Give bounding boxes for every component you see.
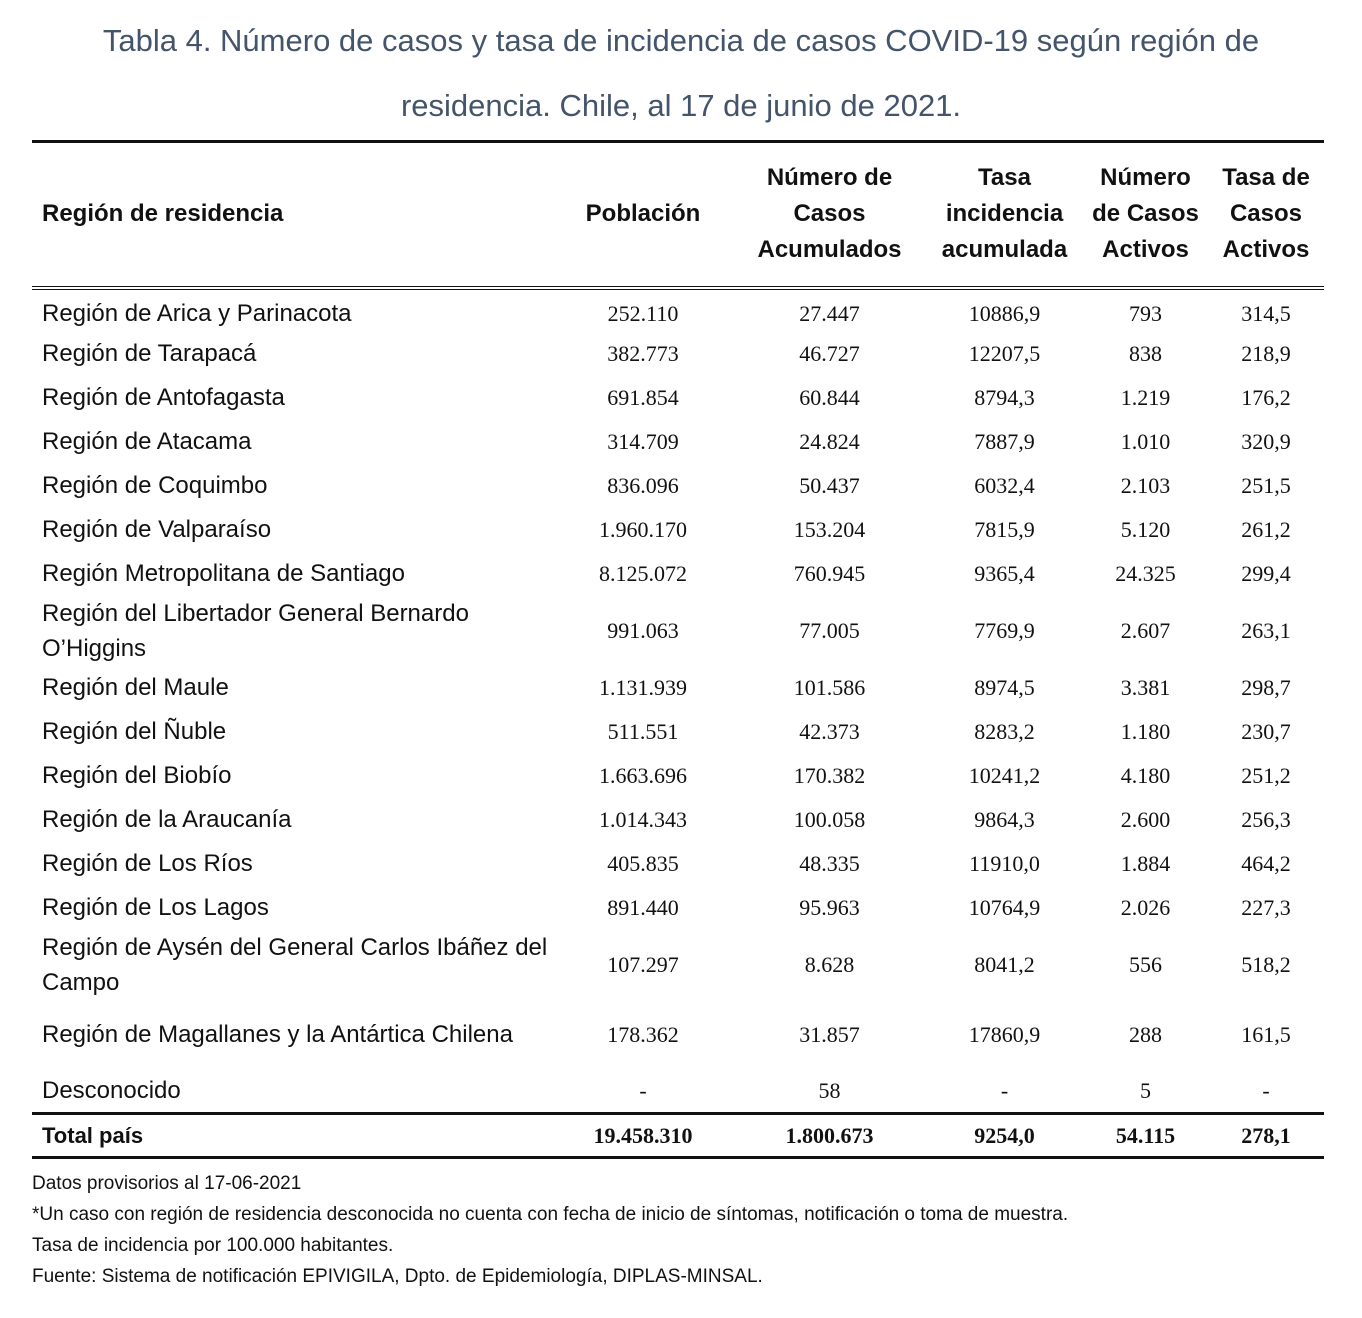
table-row [32,464,1324,508]
cell-poblacion: 1.131.939 [599,674,687,700]
cell-poblacion: - [639,1077,647,1103]
cell-tasa-activos: 230,7 [1241,718,1291,744]
cell-poblacion: 314.709 [607,428,679,454]
cell-tasa-acumulada: 8283,2 [974,718,1035,744]
cell-poblacion: 8.125.072 [599,560,687,586]
cell-casos-acumulados: 48.335 [799,850,860,876]
cell-tasa-activos: 263,1 [1241,617,1291,643]
cell-tasa-acumulada: 8974,5 [974,674,1035,700]
cell-casos-acumulados: 101.586 [793,674,866,700]
table-row [32,798,1324,842]
cell-casos-activos: 5.120 [1120,516,1171,542]
note-source: Fuente: Sistema de notificación EPIVIGILA, Dpto. de Epidemiología, DIPLAS-MINSAL. [32,1266,763,1287]
cell-tasa-acumulada: 9864,3 [974,806,1035,832]
cell-poblacion: 691.854 [607,384,679,410]
cell-poblacion: 107.297 [607,951,679,977]
cell-casos-activos: 2.607 [1120,617,1171,643]
cell-region: Región de Coquimbo [42,472,268,499]
total-poblacion: 19.458.310 [593,1122,693,1148]
cell-poblacion: 405.835 [607,850,679,876]
cell-poblacion: 991.063 [607,617,679,643]
cell-region: Región de Tarapacá [42,340,257,367]
cell-tasa-acumulada: 10241,2 [968,762,1041,788]
cell-casos-acumulados: 170.382 [793,762,866,788]
header-region: Región de residencia [32,142,553,288]
cell-region: Región de Atacama [42,428,252,455]
total-row [32,1114,1324,1158]
cell-casos-acumulados: 27.447 [799,300,860,326]
note-provisional: Datos provisorios al 17-06-2021 [32,1173,302,1194]
cell-casos-activos: 1.884 [1120,850,1171,876]
total-tasa-activos: 278,1 [1241,1122,1291,1148]
cell-casos-activos: 2.103 [1120,472,1171,498]
cell-casos-acumulados: 8.628 [804,951,855,977]
cell-tasa-activos: 251,5 [1241,472,1291,498]
cell-casos-acumulados: 77.005 [799,617,860,643]
header-tasa-acumulada: Tasa incidencia acumulada [926,142,1083,288]
cell-casos-activos: 288 [1129,1021,1162,1047]
cell-poblacion: 891.440 [607,894,679,920]
cell-casos-activos: 24.325 [1115,560,1176,586]
note-rate-basis: Tasa de incidencia por 100.000 habitantes. [32,1235,394,1256]
cell-tasa-acumulada: - [1000,1077,1009,1103]
cell-tasa-activos: 176,2 [1241,384,1291,410]
table-title [30,8,1332,138]
table-header [32,142,1324,288]
cell-poblacion: 252.110 [607,300,679,326]
cell-tasa-activos: 161,5 [1241,1021,1291,1047]
cell-region: Región de Antofagasta [42,384,285,411]
cell-tasa-activos: 227,3 [1241,894,1291,920]
cell-region: Región del Libertador General Bernardo O’Higgins [42,599,469,662]
cell-casos-acumulados: 760.945 [793,560,866,586]
cell-casos-activos: 2.600 [1120,806,1171,832]
cell-tasa-activos: 320,9 [1241,428,1291,454]
cell-tasa-activos: - [1262,1077,1270,1103]
cell-casos-acumulados: 50.437 [799,472,860,498]
cell-poblacion: 511.551 [607,718,679,744]
cell-region: Región de Arica y Parinacota [42,300,352,327]
cell-region: Región del Biobío [42,762,232,789]
cell-tasa-acumulada: 17860,9 [968,1021,1041,1047]
covid-cases-table [32,140,1324,1159]
cell-region: Región Metropolitana de Santiago [42,560,405,587]
title-line-1: Tabla 4. Número de casos y tasa de incidencia de casos COVID-19 según región de [102,23,1260,58]
header-poblacion: Población [553,142,733,288]
cell-tasa-acumulada: 11910,0 [969,850,1040,876]
cell-region: Desconocido [42,1077,181,1105]
cell-casos-activos: 838 [1129,340,1162,366]
cell-poblacion: 1.960.170 [599,516,687,542]
cell-tasa-acumulada: 10886,9 [968,300,1041,326]
cell-casos-activos: 1.010 [1120,428,1171,454]
table-row [32,420,1324,464]
table-row [32,288,1324,332]
cell-tasa-acumulada: 7815,9 [974,516,1035,542]
cell-tasa-acumulada: 7887,9 [974,428,1035,454]
header-tasa-activos: Tasa de Casos Activos [1208,142,1324,288]
title-line-2: residencia. Chile, al 17 de junio de 2021. [400,88,962,123]
cell-tasa-acumulada: 10764,9 [968,894,1041,920]
cell-casos-activos: 1.219 [1120,384,1171,410]
cell-casos-activos: 3.381 [1120,674,1171,700]
total-label: Total país [42,1122,144,1148]
cell-casos-acumulados: 100.058 [793,806,866,832]
table-total [32,1114,1324,1158]
cell-casos-activos: 1.180 [1120,718,1171,744]
cell-casos-activos: 5 [1140,1077,1151,1103]
cell-region: Región de Los Lagos [42,894,269,921]
table-row [32,552,1324,596]
table-row [32,842,1324,886]
cell-tasa-acumulada: 6032,4 [974,472,1035,498]
cell-casos-acumulados: 31.857 [799,1021,860,1047]
table-row [32,596,1324,666]
table-notes [32,1168,1068,1292]
table-row [32,332,1324,376]
cell-tasa-activos: 256,3 [1241,806,1291,832]
cell-poblacion: 1.663.696 [599,762,687,788]
cell-poblacion: 1.014.343 [599,806,687,832]
cell-tasa-activos: 261,2 [1241,516,1291,542]
cell-tasa-activos: 518,2 [1241,951,1291,977]
cell-tasa-activos: 314,5 [1241,300,1291,326]
note-unknown-region: *Un caso con región de residencia desconocida no cuenta con fecha de inicio de síntomas, notificación o toma de muestra. [32,1204,1069,1225]
cell-region: Región del Maule [42,674,229,701]
cell-casos-acumulados: 58 [818,1077,841,1103]
table-row [32,930,1324,1000]
table-row [32,886,1324,930]
total-tasa-acumulada: 9254,0 [974,1122,1035,1148]
cell-tasa-activos: 298,7 [1241,674,1291,700]
cell-region: Región de Magallanes y la Antártica Chilena [42,1021,513,1048]
cell-casos-acumulados: 153.204 [793,516,866,542]
cell-casos-acumulados: 24.824 [799,428,860,454]
cell-tasa-acumulada: 7769,9 [974,617,1035,643]
table-row [32,508,1324,552]
cell-region: Región de Valparaíso [42,516,272,543]
cell-tasa-acumulada: 8794,3 [974,384,1035,410]
cell-tasa-activos: 299,4 [1241,560,1291,586]
cell-tasa-acumulada: 9365,4 [974,560,1035,586]
cell-region: Región del Ñuble [42,718,227,745]
cell-poblacion: 178.362 [607,1021,679,1047]
header-casos-acumulados: Número de Casos Acumulados [733,142,926,288]
cell-tasa-activos: 218,9 [1241,340,1291,366]
total-casos-acumulados: 1.800.673 [785,1122,874,1148]
cell-region: Región de Aysén del General Carlos Ibáñez del Campo [42,933,548,996]
cell-tasa-activos: 251,2 [1241,762,1291,788]
cell-casos-acumulados: 42.373 [799,718,860,744]
cell-region: Región de Los Ríos [42,850,253,877]
cell-casos-acumulados: 95.963 [799,894,860,920]
cell-casos-acumulados: 60.844 [799,384,860,410]
cell-region: Región de la Araucanía [42,806,292,833]
cell-tasa-acumulada: 8041,2 [974,951,1035,977]
cell-casos-acumulados: 46.727 [799,340,860,366]
cell-casos-activos: 2.026 [1120,894,1171,920]
table-row [32,754,1324,798]
cell-poblacion: 382.773 [607,340,679,366]
total-casos-activos: 54.115 [1115,1122,1176,1148]
cell-casos-activos: 793 [1129,300,1162,326]
table-row [32,1000,1324,1070]
table-body [32,288,1324,1114]
cell-casos-activos: 4.180 [1120,762,1171,788]
cell-tasa-acumulada: 12207,5 [968,340,1041,366]
header-casos-activos: Número de Casos Activos [1083,142,1208,288]
table-row [32,1070,1324,1114]
cell-tasa-activos: 464,2 [1241,850,1291,876]
table-row [32,710,1324,754]
cell-casos-activos: 556 [1129,951,1162,977]
cell-poblacion: 836.096 [607,472,679,498]
table-row [32,376,1324,420]
table-row [32,666,1324,710]
